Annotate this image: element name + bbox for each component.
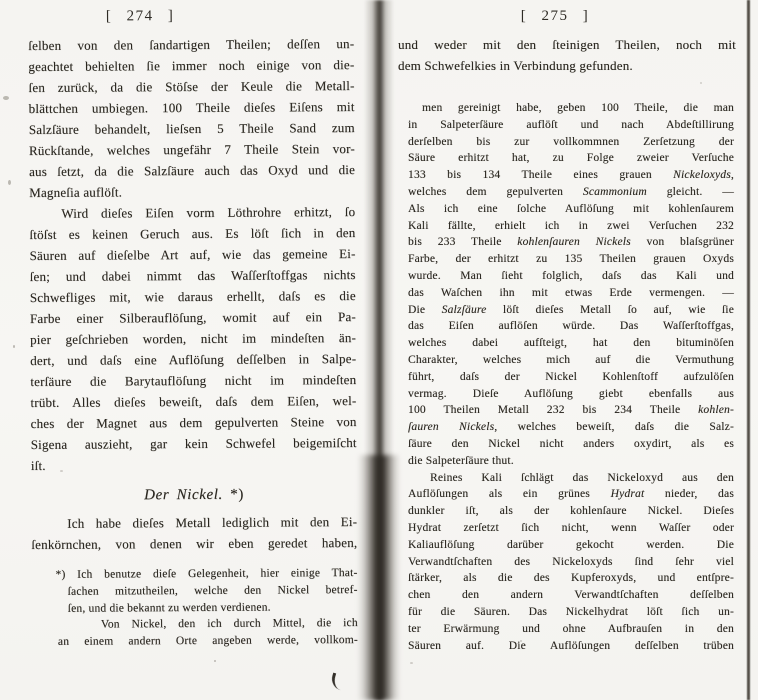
text-line (398, 55, 736, 76)
italic-text-segment: Salzſäure (441, 303, 487, 316)
text-segment: ſen zurück, da die Stöſse der Keule die Metall- (28, 78, 355, 95)
page-275-body-text (398, 34, 736, 76)
right-page (398, 0, 736, 654)
scan-speck (8, 180, 11, 185)
text-segment: blättchen umbiegen. 100 Theile dieſes Eiſens mit (28, 99, 355, 116)
text-line (56, 615, 358, 634)
text-line (408, 285, 734, 302)
text-line (28, 54, 354, 77)
text-segment: chen den andern Verwandtſchaften deſſelben (408, 589, 734, 602)
text-segment: ſtärker, als die des Kupferoxyds, und entſpre- (408, 572, 734, 585)
text-line (408, 234, 734, 251)
section-heading-der-nickel (31, 483, 357, 507)
text-segment: men gereinigt habe, geben 100 Theile, die man (422, 102, 734, 114)
text-line (31, 532, 357, 555)
text-line (30, 327, 356, 350)
scan-speck (3, 96, 9, 100)
scan-speck (520, 640, 522, 642)
text-line (28, 75, 354, 98)
text-line (30, 390, 356, 413)
text-line (31, 453, 357, 476)
scan-speck (60, 470, 63, 472)
text-line (31, 483, 357, 507)
page-275-footnote-continuation (398, 100, 736, 654)
text-line (408, 470, 734, 487)
text-segment: welches dabei aufſteigt, hat den bituminöſen (408, 337, 734, 350)
text-segment: *) Ich benutze dieſe Gelegenheit, hier einige That- (55, 566, 358, 581)
text-segment: Wird dieſes Eiſen vorm Löthrohre erhitzt, ſo (61, 204, 356, 221)
text-segment: Farbe, der erhitzt zu 135 Theilen grauen Oxyds (408, 253, 734, 266)
italic-text-segment: ſauren Nickels (408, 421, 495, 434)
text-line (408, 554, 734, 571)
text-line (56, 599, 358, 618)
page-274-body-text (28, 33, 357, 476)
text-segment: für die Säuren. Das Nickelhydrat löſt ſich un- (408, 605, 734, 618)
text-segment: Hydrat zerſetzt ſich nicht, wenn Waſſer oder (408, 521, 734, 534)
text-line (29, 180, 355, 203)
text-segment: 133 bis 134 Theile eines grauen (408, 169, 674, 182)
italic-text-segment: Nickeloxyds (673, 169, 731, 182)
scan-ink-mark (329, 673, 345, 691)
text-line (408, 570, 734, 587)
text-line (408, 419, 734, 436)
text-segment: dert, und daſs eine Auflöſung deſſelben in Salpe- (30, 350, 357, 368)
text-segment: das Eiſen auflöſen würde. Das Waſſerſtoffgas, (408, 320, 734, 333)
text-segment: iſt. (30, 457, 46, 473)
text-segment: löſt dieſes Metall ſo auf, wie ſie (486, 303, 735, 316)
text-segment: 100 Theilen Metall 232 bis 234 Theile (408, 404, 699, 417)
text-line (408, 150, 734, 167)
right-page-text (398, 34, 736, 654)
scan-speck (700, 82, 702, 84)
text-line (408, 134, 734, 151)
text-segment: und weder mit den ſteinigen Theilen, noch mit (398, 37, 736, 52)
italic-text-segment: kohlenſauren Nickels (517, 236, 631, 249)
text-line (29, 96, 355, 119)
text-line (408, 638, 734, 655)
text-line (408, 386, 734, 403)
text-segment: Reines Kali ſchlägt das Nickeloxyd aus den (430, 471, 734, 484)
text-segment: Kaliauflöſung darüber gekocht werden. Die (408, 538, 734, 551)
text-segment: ſtöſst es keinen Geruch aus. Es löſt ſich in den (29, 225, 356, 242)
text-line (31, 411, 357, 434)
text-line (29, 159, 355, 182)
text-segment: Verwandtſchaften des Nickeloxyds ſind ſehr viel (408, 555, 734, 568)
text-segment: , (730, 169, 734, 182)
text-line (408, 486, 734, 503)
text-line (408, 436, 734, 453)
text-segment: Säure erhitzt hat, zu Folge zweier Verſuche (408, 152, 734, 165)
italic-text-segment: Scammonium (582, 185, 647, 198)
text-line (408, 218, 734, 235)
text-line (408, 621, 734, 638)
text-line (30, 348, 356, 371)
text-segment: ſachen mitzutheilen, welche den Nickel betref- (67, 583, 358, 598)
text-line (408, 604, 734, 621)
book-gutter-shadow-lower (358, 455, 400, 700)
text-line (55, 565, 357, 584)
text-segment: ches der Magnet aus dem gepulverten Steine von (30, 413, 357, 431)
text-line (28, 33, 354, 56)
text-line (31, 432, 357, 455)
text-line (56, 582, 358, 601)
text-line (31, 511, 357, 534)
text-segment: Schwefliges mit, wie daraus erhellt, daſs es die (29, 287, 356, 305)
scan-speck (410, 662, 413, 664)
text-line (30, 264, 356, 287)
text-segment: pier geſchrieben worden, nicht im mindeſten än- (30, 329, 357, 347)
text-segment: das Waſchen ihn mit etwas Erde vermengen. — (408, 286, 734, 299)
text-line (408, 268, 734, 285)
text-segment: derſelben bis zur vollkommnen Zerſetzung der (408, 135, 734, 148)
text-segment: wurde. Man ſieht folglich, daſs das Kali und (408, 269, 734, 282)
text-segment: Salzſäure behandelt, lieſsen 5 Theile Sand zum (28, 120, 355, 137)
text-line (408, 402, 734, 419)
text-segment: *) (222, 486, 244, 503)
text-segment: Die (408, 303, 442, 316)
text-segment: dunkler iſt, als der kohlenſaure Nickel. Dieſes (408, 505, 734, 518)
text-segment: bis 233 Theile (408, 236, 518, 249)
text-line (408, 251, 734, 268)
text-line (29, 138, 355, 161)
text-segment: , welches beweiſt, daſs die Salz- (494, 421, 734, 434)
text-line (408, 335, 734, 352)
text-segment: geachtet behielten ſie immer noch einige von die- (28, 57, 355, 74)
text-line (408, 318, 734, 335)
text-line (30, 369, 356, 392)
text-line (56, 632, 358, 651)
text-segment: Säuren auf dieſelbe Art auf, wie das gemeine Ei- (29, 245, 356, 263)
text-line (408, 520, 734, 537)
text-segment: Auflöſungen als ein grünes (408, 488, 611, 501)
scan-speck (13, 345, 15, 348)
text-line (408, 201, 734, 218)
left-page-text (28, 33, 358, 651)
page-header: [ 275 ] (520, 8, 590, 24)
text-line (408, 369, 734, 386)
text-segment: Charakter, welches mich auf die Vermuthung (408, 353, 734, 366)
text-segment: in Salpeterſäure auflöſt und nach Abdeſtillirung (408, 118, 734, 131)
text-segment: die Salpeterſäure thut. (408, 454, 514, 467)
text-segment: ſen, und die bekannt zu werden verdienen. (67, 601, 271, 615)
text-line (398, 34, 736, 55)
text-segment: führt, daſs der Nickel Kohlenſtoff aufzulöſen (408, 370, 734, 383)
text-line (408, 352, 734, 369)
text-line (30, 306, 356, 329)
text-segment: ſenkörnchen, von denen wir eben geredet haben, (31, 534, 358, 552)
text-line (29, 117, 355, 140)
text-segment: ſelben von den ſandartigen Theilen; deſſen un- (28, 36, 355, 53)
text-segment: Rückſtande, welches ungefähr 7 Theile Stein vor- (28, 141, 355, 158)
text-line (408, 453, 734, 470)
text-segment: gleicht. — (646, 185, 735, 198)
text-segment: Magneſia auflöſt. (29, 184, 123, 200)
page-274-nickel-paragraph (31, 511, 357, 555)
page-274-footnote (31, 565, 358, 651)
text-line (29, 222, 355, 245)
text-segment: Farbe einer Silberauflöſung, womit auf ein Pa- (29, 308, 356, 326)
text-segment: trübt. Alles dieſes beweiſt, daſs dem Eiſen, wel- (30, 392, 357, 410)
text-segment: welches dem gepulverten (408, 185, 583, 198)
text-line (408, 184, 734, 201)
italic-text-segment: kohlen- (698, 404, 734, 417)
text-segment: Säuren auf. Die Auflöſungen deſſelben trüben (408, 639, 734, 652)
text-segment: Kali fällte, erhielt ich in zwei Verſuchen 232 (408, 219, 734, 232)
text-segment: ſäure den Nickel nicht anders oxydirt, als es (408, 437, 734, 450)
text-segment: ter Erwärmung und ohne Aufbrauſen in den (408, 622, 734, 635)
text-line (29, 243, 355, 266)
text-segment: Von Nickel, den ich durch Mittel, die ich (100, 617, 358, 631)
scan-speck (214, 660, 216, 662)
page-edge-line (747, 0, 750, 700)
text-segment: an einem andern Orte angeben werde, vollkom- (57, 634, 358, 649)
text-line (408, 302, 734, 319)
text-segment: vermag. Dieſe Auflöſung giebt ebenfalls aus (408, 387, 734, 400)
italic-text-segment: Hydrat (610, 488, 645, 501)
italic-text-segment: Der Nickel. (144, 486, 223, 504)
page-header: [ 274 ] (105, 8, 175, 25)
text-line (408, 587, 734, 604)
text-line (408, 100, 734, 117)
text-segment: nieder, das (644, 488, 734, 501)
text-segment: Sigena auszieht, gar kein Schwefel beigemiſcht (30, 434, 357, 452)
text-line (408, 167, 734, 184)
text-line (30, 285, 356, 308)
text-line (29, 201, 355, 224)
text-segment: Als ich eine ſolche Auflöſung mit kohlenſaurem (408, 202, 734, 215)
text-line (408, 537, 734, 554)
text-line (408, 117, 734, 134)
text-segment: ſen; und dabei nimmt das Waſſerſtoffgas nichts (29, 266, 356, 284)
text-segment: von blaſsgrüner (630, 236, 734, 249)
left-page (28, 0, 358, 651)
text-segment: Ich habe dieſes Metall lediglich mit den Ei- (67, 513, 358, 531)
text-segment: aus ſetzt, da die Salzſäure auch das Oxyd und die (28, 162, 356, 179)
text-line (408, 503, 734, 520)
text-segment: dem Schwefelkies in Verbindung gefunden. (398, 58, 633, 73)
text-segment: terſäure die Barytauflöſung nicht im mindeſten (30, 371, 357, 389)
